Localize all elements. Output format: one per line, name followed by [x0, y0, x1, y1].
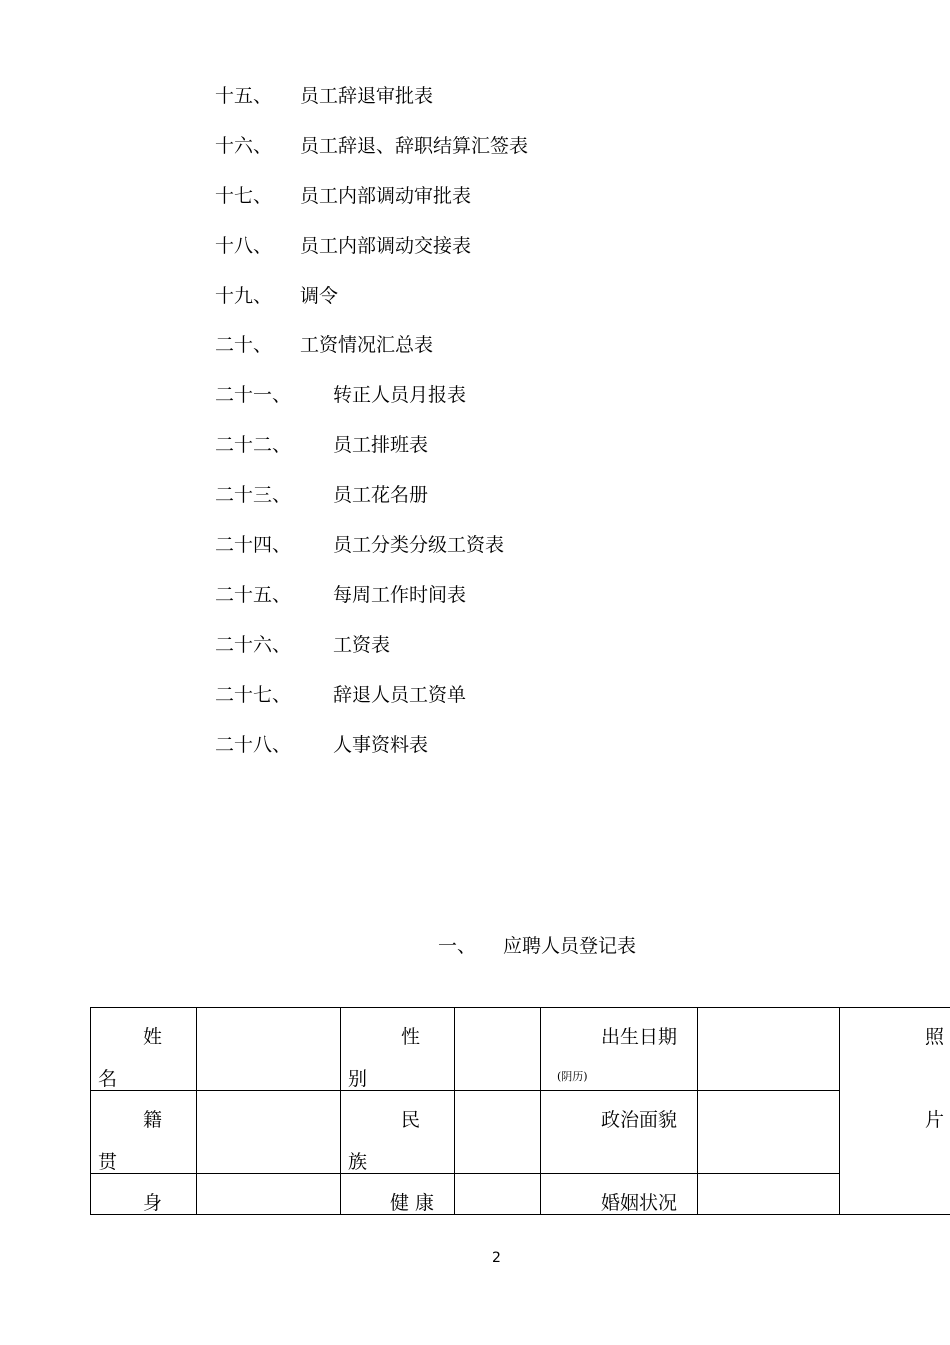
- toc-number: 二十五、: [215, 583, 292, 606]
- ethnicity-label-cell: 民 族: [341, 1091, 455, 1174]
- page-number: 2: [492, 1250, 501, 1266]
- toc-title: 工资情况汇总表: [300, 334, 434, 357]
- toc-title: 辞退人员工资单: [333, 683, 467, 706]
- birth-note: (阴历): [557, 1070, 588, 1083]
- toc-number: 二十三、: [215, 484, 292, 507]
- applicant-registration-table: [90, 1007, 950, 1215]
- political-value-cell[interactable]: [698, 1091, 840, 1174]
- toc-number: 二十六、: [215, 633, 292, 656]
- form-heading-number: 一、: [438, 935, 477, 957]
- photo-cell: 照 片: [840, 1008, 950, 1215]
- toc-title: 每周工作时间表: [333, 583, 467, 606]
- birth-value-cell[interactable]: [698, 1008, 840, 1091]
- marital-label-cell: 婚姻状况: [541, 1174, 698, 1215]
- toc-number: 十九、: [215, 284, 273, 307]
- name-value-cell[interactable]: [197, 1008, 341, 1091]
- toc-title: 员工分类分级工资表: [333, 534, 505, 557]
- toc-number: 二十、: [215, 334, 273, 357]
- toc-number: 二十四、: [215, 534, 292, 557]
- toc-title: 员工内部调动交接表: [300, 234, 472, 257]
- toc-title: 员工内部调动审批表: [300, 184, 472, 207]
- form-heading-title: 应聘人员登记表: [503, 935, 637, 957]
- birth-label-cell: 出生日期 (阴历): [541, 1008, 698, 1091]
- toc-number: 十六、: [215, 134, 273, 157]
- toc-title: 员工花名册: [333, 484, 429, 507]
- toc-number: 十八、: [215, 234, 273, 257]
- toc-number: 二十八、: [215, 733, 292, 756]
- toc-title: 人事资料表: [333, 733, 429, 756]
- toc-number: 十七、: [215, 184, 273, 207]
- gender-value-cell[interactable]: [455, 1008, 541, 1091]
- table-row: [91, 1091, 950, 1174]
- id-value-cell[interactable]: [197, 1174, 341, 1215]
- gender-label-cell: 性 别: [341, 1008, 455, 1091]
- ethnicity-value-cell[interactable]: [455, 1091, 541, 1174]
- toc-number: 二十二、: [215, 434, 292, 457]
- toc-title: 员工辞退、辞职结算汇签表: [300, 134, 529, 157]
- name-label-cell: 姓 名: [91, 1008, 197, 1091]
- toc-title: 员工辞退审批表: [300, 85, 434, 107]
- id-label-cell: 身: [91, 1174, 197, 1215]
- table-row: [91, 1174, 950, 1215]
- form-heading: [0, 930, 950, 962]
- table-row: [91, 1008, 950, 1091]
- toc-title: 调令: [300, 284, 339, 307]
- toc-number: 二十七、: [215, 683, 292, 706]
- political-label-cell: 政治面貌: [541, 1091, 698, 1174]
- marital-value-cell[interactable]: [698, 1174, 840, 1215]
- health-label-cell: 健 康: [341, 1174, 455, 1215]
- toc-number: 十五、: [215, 85, 273, 107]
- toc-number: 二十一、: [215, 384, 292, 407]
- native-place-value-cell[interactable]: [197, 1091, 341, 1174]
- toc-title: 转正人员月报表: [333, 384, 467, 407]
- toc-title: 工资表: [333, 633, 391, 656]
- toc-title: 员工排班表: [333, 434, 429, 457]
- native-place-label-cell: 籍 贯: [91, 1091, 197, 1174]
- health-value-cell[interactable]: [455, 1174, 541, 1215]
